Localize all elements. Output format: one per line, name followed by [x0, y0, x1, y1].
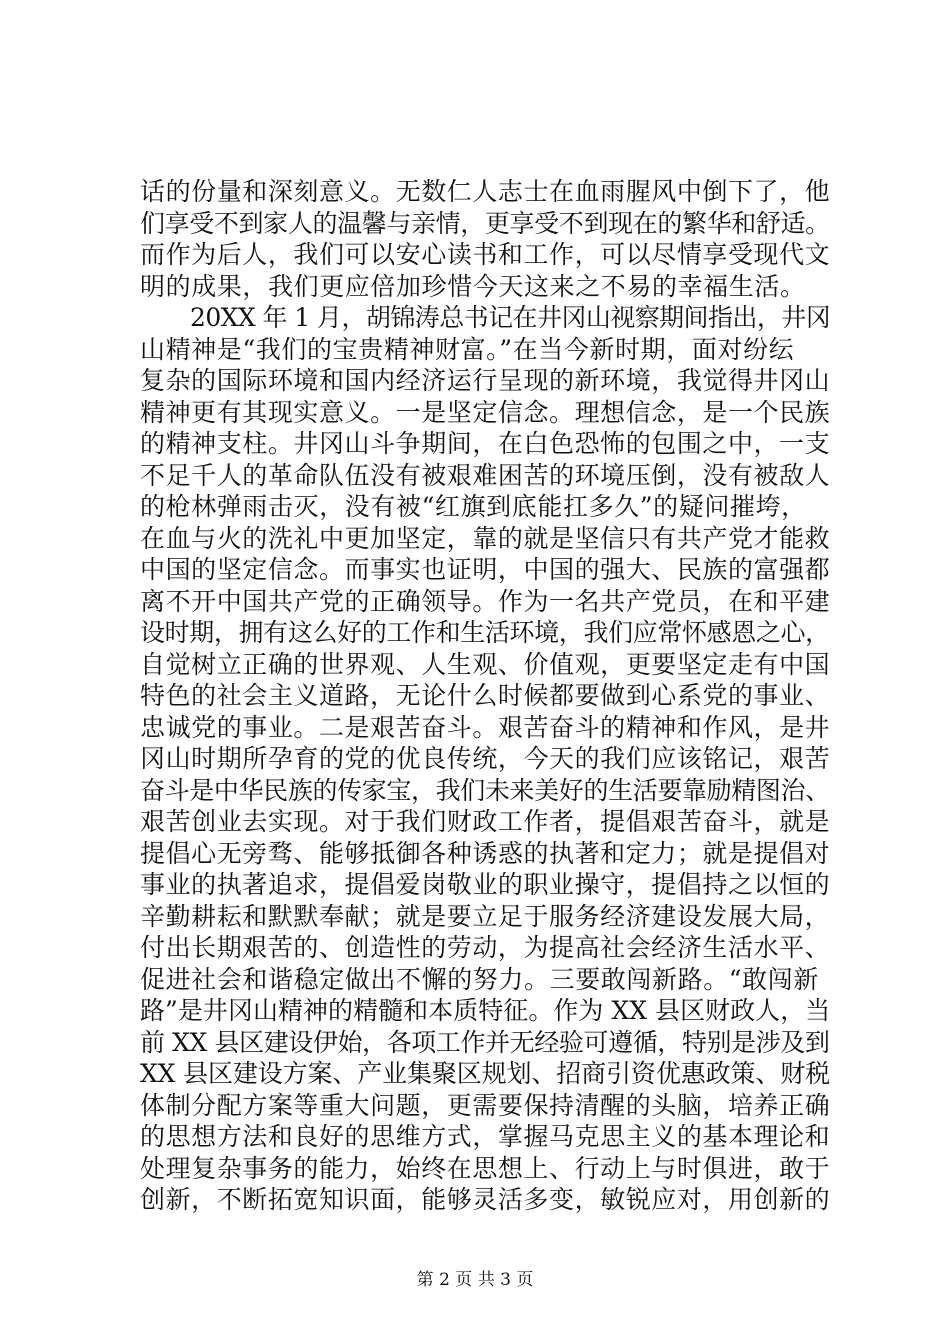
- text-line: 的精神支柱。井冈山斗争期间，在白色恐怖的包围之中，一支: [140, 429, 831, 458]
- text-line: 创新，不断拓宽知识面，能够灵活多变，敏锐应对，用创新的: [140, 1185, 831, 1214]
- text-line: 话的份量和深刻意义。无数仁人志士在血雨腥风中倒下了，他: [140, 177, 831, 206]
- text-line: 艰苦创业去实现。对于我们财政工作者，提倡艰苦奋斗，就是: [140, 807, 831, 836]
- text-line: 在血与火的洗礼中更加坚定，靠的就是坚信只有共产党才能救: [140, 523, 831, 553]
- text-line: 20XX 年 1 月，胡锦涛总书记在井冈山视察期间指出，井冈: [190, 303, 831, 332]
- text-line: 中国的坚定信念。而事实也证明，中国的强大、民族的富强都: [140, 555, 831, 584]
- text-line: 不足千人的革命队伍没有被艰难困苦的环境压倒，没有被敌人: [140, 460, 831, 490]
- text-line: 冈山时期所孕育的党的优良传统，今天的我们应该铭记，艰苦: [140, 744, 831, 773]
- text-line: 付出长期艰苦的、创造性的劳动，为提高社会经济生活水平、: [140, 933, 831, 962]
- text-line: XX 县区建设方案、产业集聚区规划、招商引资优惠政策、财税: [140, 1059, 830, 1088]
- text-line: 路”是井冈山精神的精髓和本质特征。作为 XX 县区财政人，当: [140, 996, 831, 1025]
- text-line: 的枪林弹雨击灭，没有被“红旗到底能扛多久”的疑问摧垮，: [140, 492, 807, 521]
- text-line: 特色的社会主义道路，无论什么时候都要做到心系党的事业、: [140, 681, 831, 710]
- text-line: 明的成果，我们更应倍加珍惜今天这来之不易的幸福生活。: [140, 271, 806, 301]
- body-text: [140, 176, 830, 1216]
- text-line: 奋斗是中华民族的传家宝，我们未来美好的生活要靠励精图治、: [140, 775, 830, 805]
- text-line: 事业的执著追求，提倡爱岗敬业的职业操守，提倡持之以恒的: [140, 870, 831, 899]
- text-line: 而作为后人，我们可以安心读书和工作，可以尽情享受现代文: [140, 240, 831, 269]
- text-line: 设时期，拥有这么好的工作和生活环境，我们应常怀感恩之心，: [140, 618, 830, 647]
- page-footer: 第 2 页 共 3 页: [416, 1270, 534, 1290]
- text-line: 提倡心无旁骛、能够抵御各种诱惑的执著和定力；就是提倡对: [140, 838, 831, 868]
- text-line: 辛勤耕耘和默默奉献；就是要立足于服务经济建设发展大局，: [140, 901, 831, 931]
- text-line: 的思想方法和良好的思维方式，掌握马克思主义的基本理论和: [140, 1122, 831, 1151]
- text-line: 们享受不到家人的温馨与亲情，更享受不到现在的繁华和舒适。: [140, 208, 830, 238]
- text-line: 前 XX 县区建设伊始，各项工作并无经验可遵循，特别是涉及到: [140, 1027, 830, 1057]
- text-line: 自觉树立正确的世界观、人生观、价值观，更要坚定走有中国: [140, 649, 831, 679]
- text-line: 忠诚党的事业。二是艰苦奋斗。艰苦奋斗的精神和作风，是井: [140, 712, 831, 742]
- text-line: 山精神是“我们的宝贵精神财富。”在当今新时期，面对纷纭: [140, 334, 795, 364]
- text-line: 促进社会和谐稳定做出不懈的努力。三要敢闯新路。“敢闯新: [140, 964, 819, 994]
- text-line: 精神更有其现实意义。一是坚定信念。理想信念，是一个民族: [140, 397, 831, 427]
- text-line: 处理复杂事务的能力，始终在思想上、行动上与时俱进，敢于: [140, 1153, 831, 1183]
- text-line: 体制分配方案等重大问题，更需要保持清醒的头脑，培养正确: [140, 1090, 831, 1120]
- text-line: 复杂的国际环境和国内经济运行呈现的新环境，我觉得井冈山: [140, 366, 831, 395]
- text-line: 离不开中国共产党的正确领导。作为一名共产党员，在和平建: [140, 586, 831, 616]
